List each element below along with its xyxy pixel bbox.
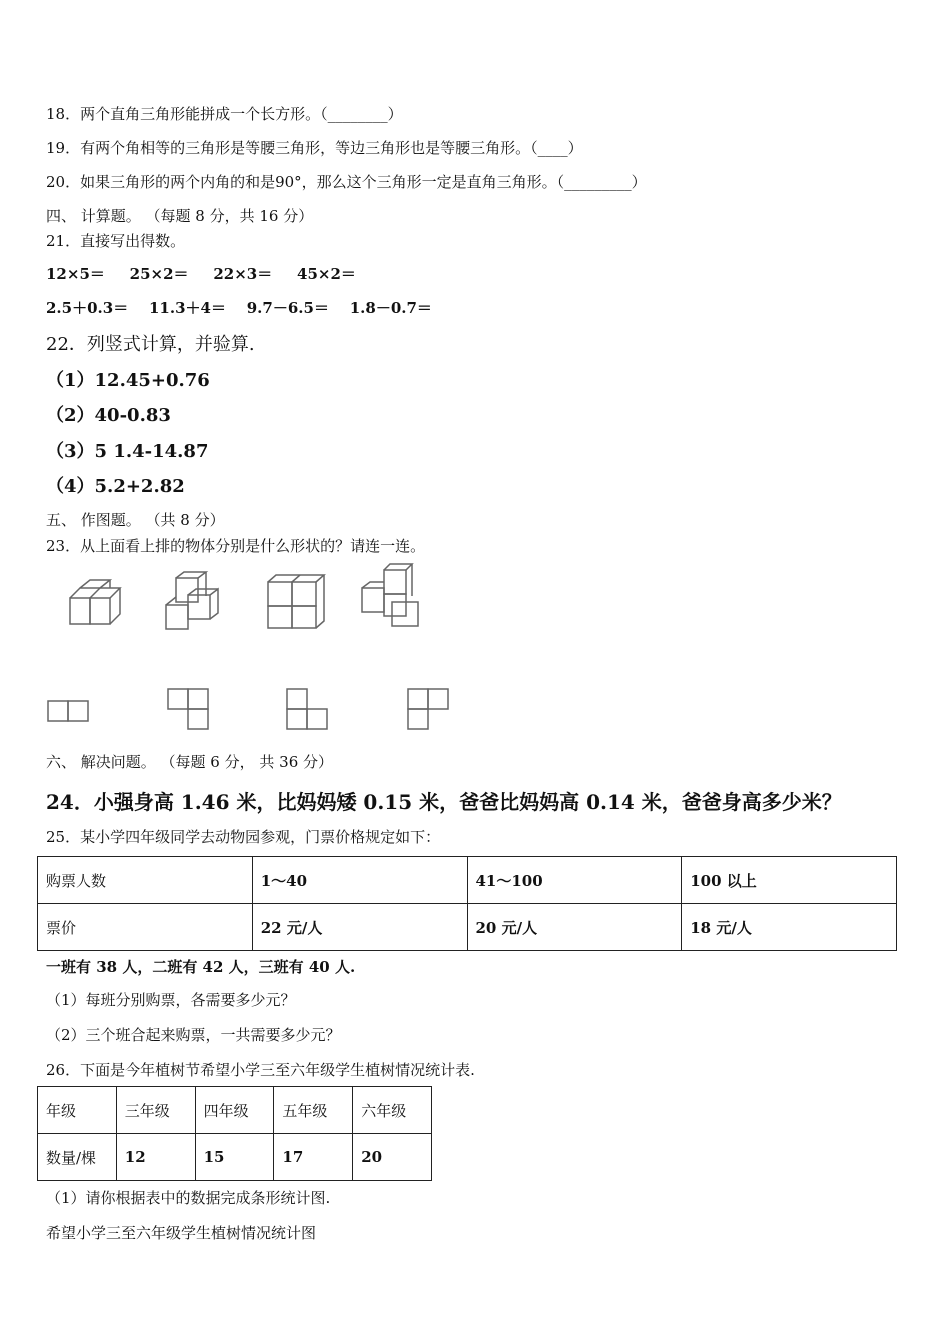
table-cell: 数量/棵 bbox=[38, 1134, 117, 1181]
question-26: 26．下面是今年植树节希望小学三至六年级学生植树情况统计表. bbox=[46, 1061, 475, 1079]
table-cell: 20 元/人 bbox=[467, 904, 682, 951]
cube-figure-1 bbox=[60, 578, 130, 633]
calc-item: 1.8－0.7＝ bbox=[349, 299, 432, 317]
question-22-item: （2）40-0.83 bbox=[46, 405, 171, 426]
table-cell: 三年级 bbox=[116, 1087, 195, 1134]
top-view-3 bbox=[282, 686, 332, 736]
table-cell: 15 bbox=[195, 1134, 274, 1181]
question-22: 22．列竖式计算，并验算. bbox=[46, 334, 255, 355]
top-view-2 bbox=[163, 686, 213, 736]
table-cell: 四年级 bbox=[195, 1087, 274, 1134]
question-22-item: （1）12.45+0.76 bbox=[46, 370, 210, 391]
table-cell: 票价 bbox=[38, 904, 253, 951]
question-25-sub: （2）三个班合起来购票，一共需要多少元？ bbox=[46, 1026, 341, 1044]
cube-figure-4 bbox=[356, 562, 426, 634]
top-view-4 bbox=[403, 686, 453, 736]
question-24: 24．小强身高 1.46 米，比妈妈矮 0.15 米，爸爸比妈妈高 0.14 米，爸爸身高多少米？ bbox=[46, 790, 842, 814]
table-cell: 17 bbox=[274, 1134, 353, 1181]
calc-item: 25×2＝ bbox=[129, 265, 189, 283]
tree-planting-table bbox=[37, 1086, 432, 1181]
table-row bbox=[38, 904, 897, 951]
question-20: 20．如果三角形的两个内角的和是90°，那么这个三角形一定是直角三角形。（_________） bbox=[46, 173, 647, 191]
question-21: 21．直接写出得数。 bbox=[46, 232, 186, 250]
question-22-item: （4）5.2+2.82 bbox=[46, 476, 185, 497]
table-cell: 六年级 bbox=[353, 1087, 432, 1134]
table-cell: 12 bbox=[116, 1134, 195, 1181]
table-cell: 22 元/人 bbox=[252, 904, 467, 951]
question-23: 23．从上面看上排的物体分别是什么形状的？请连一连。 bbox=[46, 537, 426, 555]
table-row bbox=[38, 1134, 432, 1181]
question-19: 19．有两个角相等的三角形是等腰三角形，等边三角形也是等腰三角形。（____） bbox=[46, 139, 583, 157]
table-cell: 购票人数 bbox=[38, 857, 253, 904]
calc-item: 11.3＋4＝ bbox=[148, 299, 226, 317]
table-cell: 41～100 bbox=[467, 857, 682, 904]
calc-item: 9.7－6.5＝ bbox=[246, 299, 329, 317]
table-cell: 100 以上 bbox=[682, 857, 897, 904]
question-25-sub: （1）每班分别购票，各需要多少元？ bbox=[46, 991, 296, 1009]
cube-figure-3 bbox=[260, 570, 330, 635]
calc-row-1 bbox=[46, 263, 376, 284]
question-18: 18．两个直角三角形能拼成一个长方形。（________） bbox=[46, 105, 403, 123]
question-22-item: （3）5 1.4-14.87 bbox=[46, 441, 209, 462]
question-26-sub: （1）请你根据表中的数据完成条形统计图. bbox=[46, 1189, 331, 1207]
table-cell: 1～40 bbox=[252, 857, 467, 904]
question-25: 25．某小学四年级同学去动物园参观，门票价格规定如下： bbox=[46, 828, 441, 846]
top-view-1 bbox=[45, 698, 95, 728]
table-row bbox=[38, 857, 897, 904]
chart-title: 希望小学三至六年级学生植树情况统计图 bbox=[46, 1224, 317, 1242]
question-25-info: 一班有 38 人，二班有 42 人，三班有 40 人. bbox=[46, 958, 356, 976]
table-row bbox=[38, 1087, 432, 1134]
ticket-price-table bbox=[37, 856, 897, 951]
calc-item: 12×5＝ bbox=[46, 265, 105, 283]
table-cell: 20 bbox=[353, 1134, 432, 1181]
table-cell: 18 元/人 bbox=[682, 904, 897, 951]
table-cell: 年级 bbox=[38, 1087, 117, 1134]
section-6-heading: 六、 解决问题。 （每题 6 分， 共 36 分） bbox=[46, 753, 334, 771]
cube-figure-2 bbox=[158, 570, 228, 635]
calc-row-2 bbox=[46, 297, 452, 318]
section-5-heading: 五、 作图题。 （共 8 分） bbox=[46, 511, 225, 529]
calc-item: 45×2＝ bbox=[297, 265, 356, 283]
calc-item: 2.5＋0.3＝ bbox=[46, 299, 129, 317]
calc-item: 22×3＝ bbox=[213, 265, 273, 283]
table-cell: 五年级 bbox=[274, 1087, 353, 1134]
section-4-heading: 四、 计算题。 （每题 8 分，共 16 分） bbox=[46, 207, 314, 225]
